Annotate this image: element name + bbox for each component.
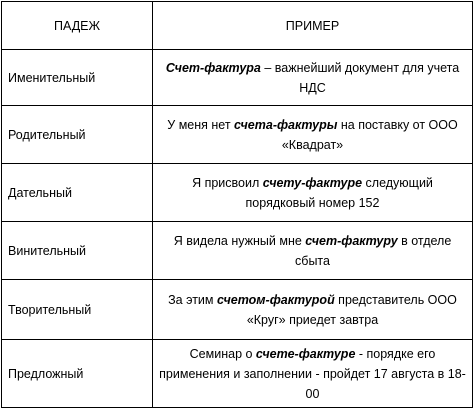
example-text-after: следующий порядковый номер 152 xyxy=(245,175,433,210)
example-cell xyxy=(153,106,473,164)
table-row xyxy=(2,106,473,164)
example-text-after: в отделе сбыта xyxy=(295,233,452,268)
case-cell: Предложный xyxy=(2,340,153,408)
case-cell: Родительный xyxy=(2,106,153,164)
example-text-before: Я видела нужный мне xyxy=(173,233,306,248)
header-case: ПАДЕЖ xyxy=(2,2,153,50)
example-cell xyxy=(153,340,473,408)
example-text-after: на поставку от ООО «Квадрат» xyxy=(281,117,458,152)
table-row xyxy=(2,222,473,280)
example-text-before: Семинар о xyxy=(189,346,256,361)
cases-table xyxy=(1,1,473,408)
case-cell: Дательный xyxy=(2,164,153,222)
example-keyword: счета-фактуры xyxy=(234,117,338,132)
example-cell xyxy=(153,164,473,222)
example-keyword: счету-фактуре xyxy=(262,175,363,190)
example-text-before: Я присвоил xyxy=(192,175,263,190)
example-keyword: счете-фактуре xyxy=(255,346,356,361)
table-row xyxy=(2,280,473,340)
example-text-before: За этим xyxy=(168,292,217,307)
table-header-row xyxy=(2,2,473,50)
example-cell xyxy=(153,50,473,106)
case-cell: Именительный xyxy=(2,50,153,106)
case-cell: Творительный xyxy=(2,280,153,340)
table-row xyxy=(2,50,473,106)
example-cell xyxy=(153,222,473,280)
example-text-after: представитель ООО «Круг» приедет завтра xyxy=(246,292,457,327)
table-row xyxy=(2,164,473,222)
example-text-after: – важнейший документ для учета НДС xyxy=(260,60,460,95)
header-example: ПРИМЕР xyxy=(153,2,473,50)
example-keyword: счетом-фактурой xyxy=(216,292,335,307)
example-keyword: счет-фактуру xyxy=(305,233,398,248)
table-row xyxy=(2,340,473,408)
example-text-before: У меня нет xyxy=(167,117,235,132)
example-cell xyxy=(153,280,473,340)
example-text-after: - порядке его применения и заполнении - пройдет 17 августа в 18-00 xyxy=(159,346,466,401)
case-cell: Винительный xyxy=(2,222,153,280)
example-keyword: Счет-фактура xyxy=(165,60,261,75)
